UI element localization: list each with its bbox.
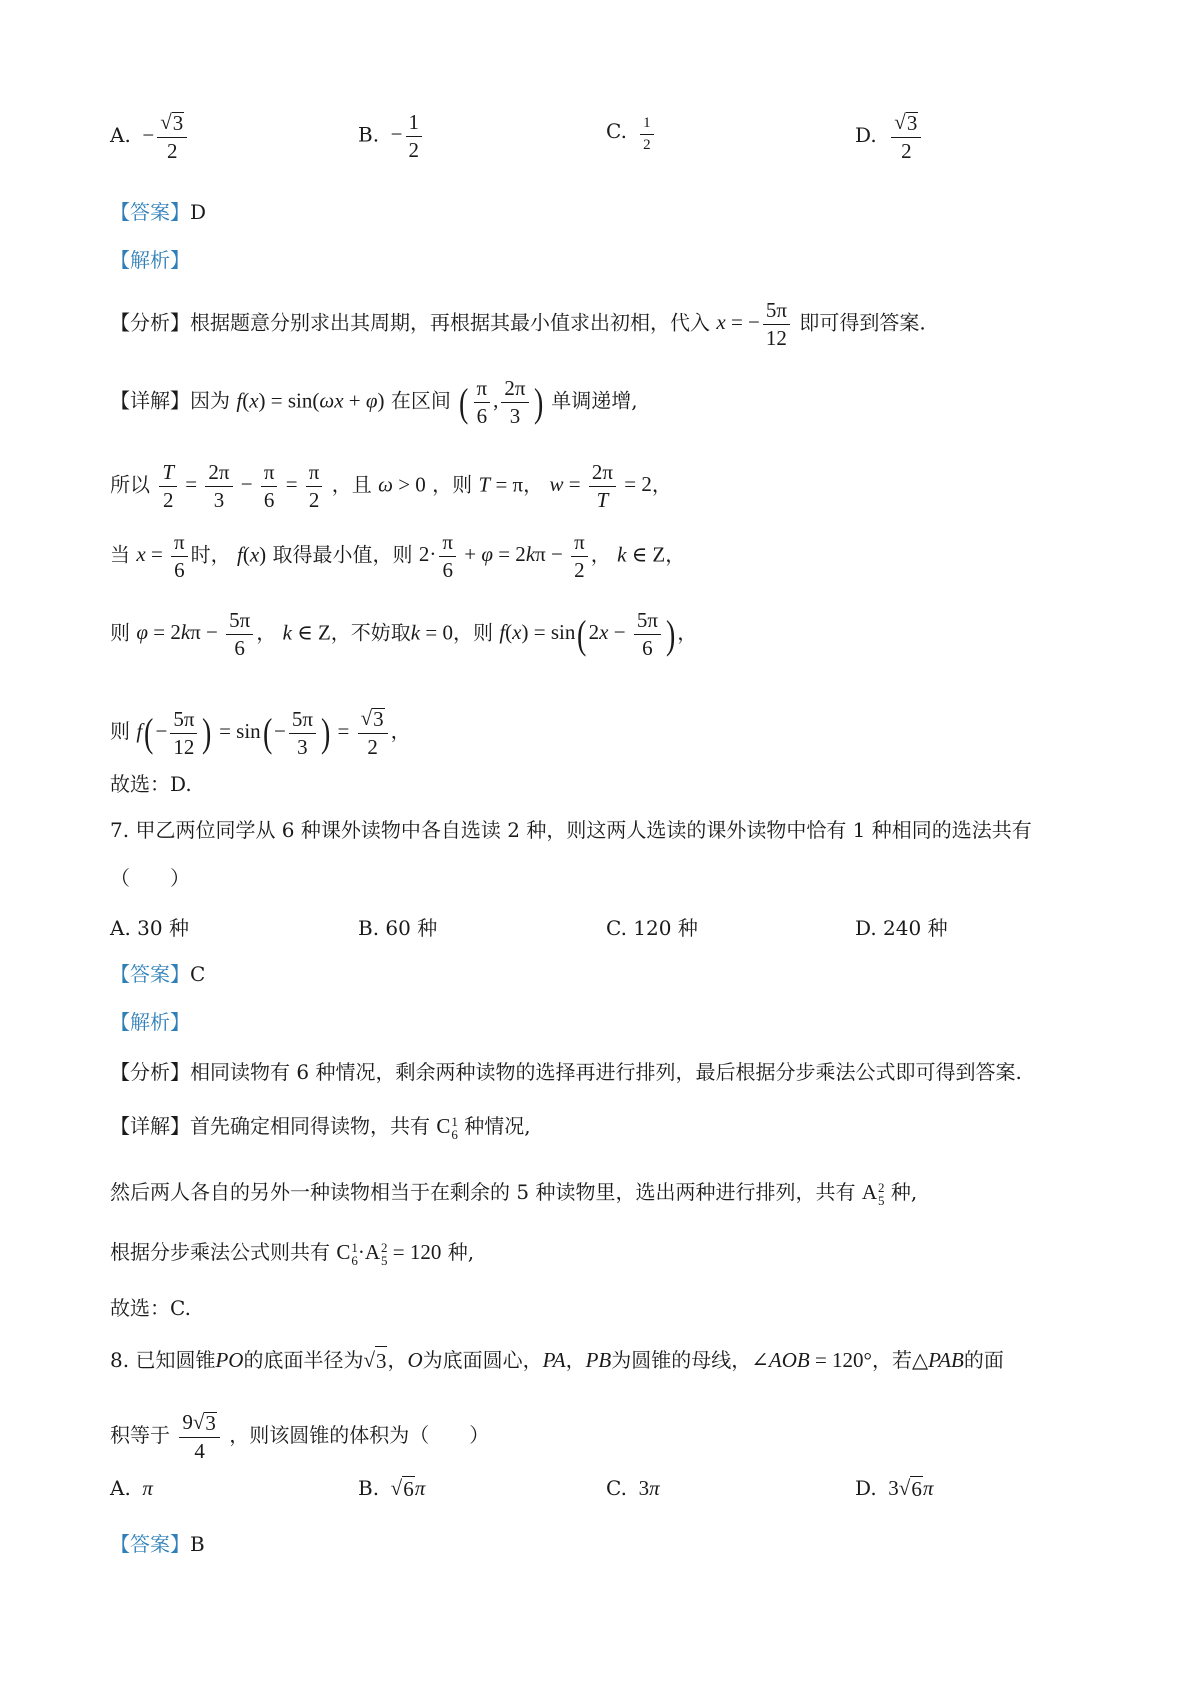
q7-xiangjie-3: 根据分步乘法公式则共有 C 1 6 ·A 2 5 = 120 种, — [110, 1240, 475, 1269]
q6-analysis-tag: 【解析】 — [110, 248, 190, 272]
q6-xiangjie-5: 则 f(− $\frac{5\pi}{12}$ ) = sin(− $\frac{5\pi}{3}$ ) = √ 3 2 ， — [110, 706, 411, 759]
q6-option-c: C. $\frac{1}{2}$ — [606, 116, 657, 153]
q6-guxuan: 故选：D. — [110, 772, 192, 796]
q8-answer: 【答案】B — [110, 1532, 205, 1556]
q7-option-b: B. 60 种 — [358, 916, 438, 940]
q6-xiangjie-3: 当 x = $\frac{\pi}{6}$ 时， f(x) 取得最小值，则 2· $\frac{\pi}{6}$ + φ = 2kπ − $\frac{\pi}{2}$ ， k ∈ Z， — [110, 530, 686, 582]
option-label: A. — [110, 122, 131, 147]
q7-answer: 【答案】C — [110, 962, 206, 986]
q8-option-b: B. √ 6 π — [358, 1476, 426, 1501]
q6-option-b: B. − $\frac{1}{2}$ — [358, 112, 425, 161]
q6-option-a: A. − √ 3 2 — [110, 112, 190, 162]
q8-stem-1: 8. 已知圆锥PO的底面半径为√ 3 ，O为底面圆心，PA，PB为圆锥的母线，∠AOB = 120°，若△PAB的面 — [110, 1348, 1004, 1373]
q8-option-a: A. π — [110, 1476, 153, 1500]
q7-option-d: D. 240 种 — [855, 916, 948, 940]
q7-option-c: C. 120 种 — [606, 916, 698, 940]
q6-xiangjie-4: 则 φ = 2kπ − $\frac{5\pi}{6}$ ， k ∈ Z，不妨取k = 0，则 f(x) = sin(2x − $\frac{5\pi}{6}$ )， — [110, 608, 698, 660]
option-label: D. — [855, 122, 877, 147]
q7-xiangjie-2: 然后两人各自的另外一种读物相当于在剩余的 5 种读物里，选出两种进行排列，共有 A 2 5 种, — [110, 1180, 918, 1209]
q7-guxuan: 故选：C. — [110, 1296, 191, 1320]
q7-fenxi: 【分析】相同读物有 6 种情况，剩余两种读物的选择再进行排列，最后根据分步乘法公式即可得到答案. — [110, 1060, 1022, 1084]
q6-xiangjie-1: 【详解】因为 f(x) = sin(ωx + φ) 在区间 ( $\frac{\pi}{6}$ , $\frac{2\pi}{3}$ ) 单调递增, — [110, 376, 638, 428]
q6-xiangjie-2: 所以 $\frac{T}{2}$ = $\frac{2\pi}{3}$ − $\frac{\pi}{6}$ = $\frac{\pi}{2}$ ，且 ω > 0 ，则 T = π， w = $\frac{2\pi}{T}$ = 2， — [110, 460, 672, 512]
q8-stem-2: 积等于 9√ 3 4 ，则该圆锥的体积为（ ） — [110, 1410, 490, 1463]
q8-option-d: D. 3√ 6 π — [855, 1476, 934, 1501]
option-label: B. — [358, 122, 380, 147]
q7-paren: （ ） — [110, 866, 190, 890]
option-label: C. — [606, 118, 627, 143]
q7-analysis-tag: 【解析】 — [110, 1010, 190, 1034]
q6-option-d: D. √ 3 2 — [855, 112, 924, 162]
q7-xiangjie-1: 【详解】首先确定相同得读物，共有 C 1 6 种情况, — [110, 1114, 531, 1143]
q6-fenxi: 【分析】根据题意分别求出其周期，再根据其最小值求出初相，代入 x = − $\frac{5\pi}{12}$ 即可得到答案. — [110, 298, 926, 350]
q6-answer: 【答案】D — [110, 200, 207, 224]
q8-option-c: C. 3π — [606, 1476, 660, 1500]
q7-option-a: A. 30 种 — [110, 916, 189, 940]
q7-stem: 7. 甲乙两位同学从 6 种课外读物中各自选读 2 种，则这两人选读的课外读物中恰有 1 种相同的选法共有 — [110, 818, 1032, 842]
